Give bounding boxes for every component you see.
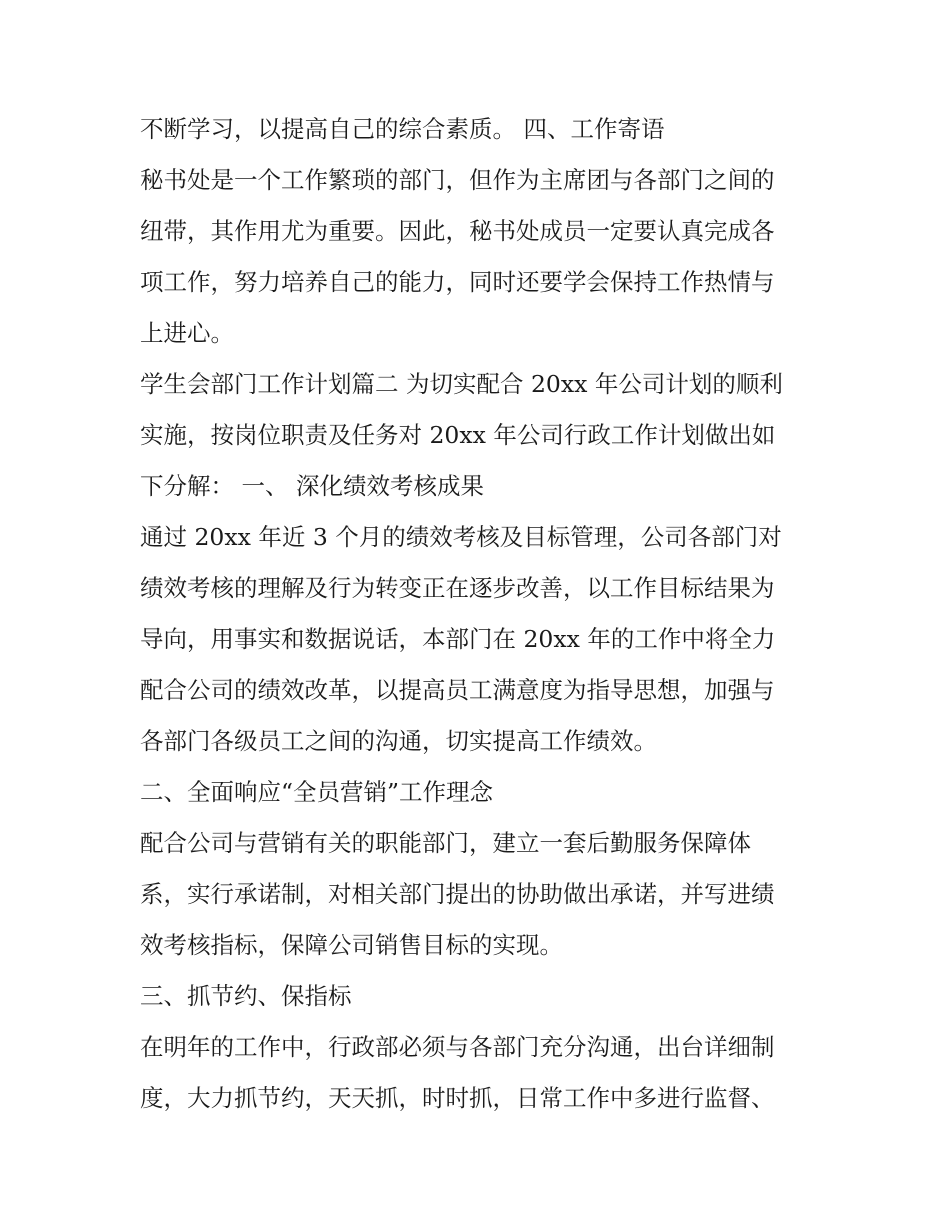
- text-line: 实施，按岗位职责及任务对 20xx 年公司行政工作计划做出如: [140, 421, 776, 449]
- text-line: 二、全面响应“全员营销”工作理念: [140, 778, 494, 806]
- text-line: 度，大力抓节约，天天抓，时时抓，日常工作中多进行监督、: [140, 1084, 775, 1112]
- text-line: 配合公司的绩效改革，以提高员工满意度为指导思想，加强与: [140, 676, 775, 704]
- text-line: 各部门各级员工之间的沟通，切实提高工作绩效。: [140, 727, 657, 755]
- text-line: 通过 20xx 年近 3 个月的绩效考核及目标管理，公司各部门对: [140, 523, 782, 551]
- text-line: 三、抓节约、保指标: [140, 982, 352, 1010]
- text-line: 不断学习，以提高自己的综合素质。 四、工作寄语: [140, 115, 665, 143]
- text-line: 下分解： 一、 深化绩效考核成果: [140, 472, 484, 500]
- text-line: 导向，用事实和数据说话，本部门在 20xx 年的工作中将全力: [140, 625, 776, 653]
- text-line: 配合公司与营销有关的职能部门，建立一套后勤服务保障体: [140, 829, 751, 857]
- text-line: 纽带，其作用尤为重要。因此，秘书处成员一定要认真完成各: [140, 217, 775, 245]
- text-line: 绩效考核的理解及行为转变正在逐步改善，以工作目标结果为: [140, 574, 775, 602]
- text-line: 学生会部门工作计划篇二 为切实配合 20xx 年公司计划的顺利: [140, 370, 783, 398]
- text-line: 上进心。: [140, 319, 234, 347]
- document-body: [140, 104, 820, 1124]
- text-line: 效考核指标，保障公司销售目标的实现。: [140, 931, 563, 959]
- text-line: 系，实行承诺制，对相关部门提出的协助做出承诺，并写进绩: [140, 880, 775, 908]
- text-line: 项工作，努力培养自己的能力，同时还要学会保持工作热情与: [140, 268, 775, 296]
- text-line: 秘书处是一个工作繁琐的部门，但作为主席团与各部门之间的: [140, 166, 775, 194]
- text-line: 在明年的工作中，行政部必须与各部门充分沟通，出台详细制: [140, 1033, 775, 1061]
